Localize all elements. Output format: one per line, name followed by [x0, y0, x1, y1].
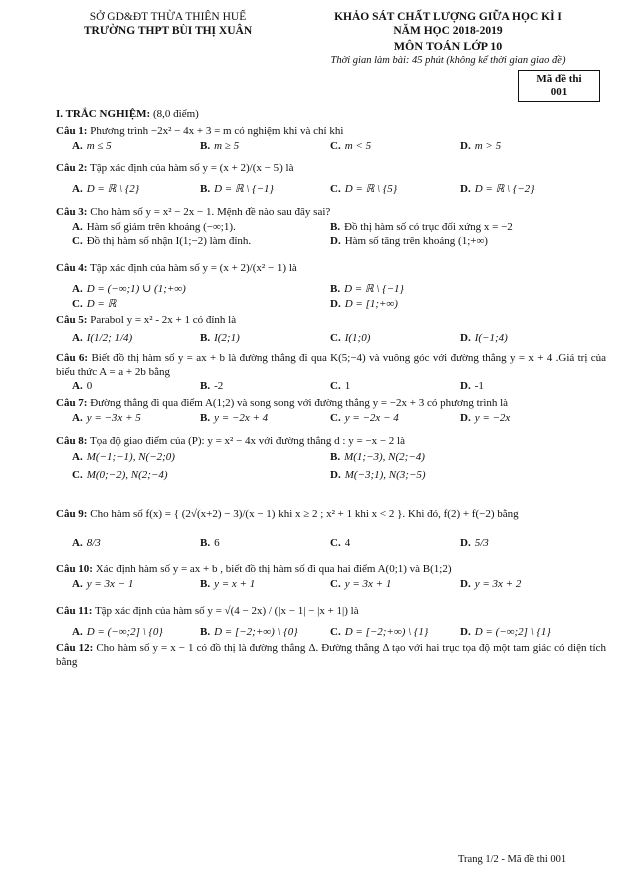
school-year: NĂM HỌC 2018-2019 [393, 25, 503, 38]
question-3 [56, 206, 606, 249]
option-b: B. 6 [200, 536, 220, 549]
option-d: D. Hàm số tăng trên khoảng (1;+∞) [330, 235, 488, 248]
option-b: B. M(1;−3), N(2;−4) [330, 451, 425, 464]
question-label: Câu 3: [56, 205, 88, 218]
question-label: Câu 5: [56, 314, 88, 327]
question-stem: Phương trình −2x² − 4x + 3 = m có nghiệm khi và chỉ khi [90, 124, 344, 137]
section-heading [56, 108, 606, 122]
question-label: Câu 4: [56, 262, 88, 274]
option-a: A. I(1/2; 1/4) [72, 332, 133, 344]
section-points: (8,0 điểm) [152, 108, 199, 120]
option-c: C. D = [−2;+∞) \ {1} [330, 625, 429, 638]
option-b: B. y = x + 1 [200, 578, 256, 590]
question-11 [56, 601, 606, 640]
question-stem: Biết đồ thị hàm số y = ax + b là đường thẳng đi qua K(5;−4) và vuông góc với đường thẳng y = x + 4 .Giá trị của biểu thức A = a + 2b bằng [56, 351, 607, 378]
question-label: Câu 10: [56, 563, 93, 576]
question-stem: Đường thẳng đi qua điểm A(1;2) và song song với đường thẳng y = −2x + 3 có phương trình là [90, 397, 509, 409]
option-b: B. -2 [200, 380, 224, 393]
option-c: C. 1 [330, 380, 351, 393]
question-2 [56, 162, 606, 197]
option-c: C. D = ℝ [72, 297, 117, 310]
option-c: C. y = 3x + 1 [330, 578, 392, 590]
option-d: D. D = (−∞;2] \ {1} [460, 625, 551, 638]
exam-code-box [518, 70, 600, 102]
option-a: A. 8/3 [72, 536, 101, 549]
option-a: A. Hàm số giảm trên khoảng (−∞;1). [72, 220, 236, 233]
question-label: Câu 2: [56, 162, 88, 175]
question-12 [56, 642, 606, 670]
question-label: Câu 9: [56, 507, 88, 520]
option-b: B. I(2;1) [200, 332, 240, 344]
option-c: C. I(1;0) [330, 332, 371, 344]
question-1 [56, 125, 606, 154]
option-c: C. D = ℝ \ {5} [330, 183, 398, 195]
question-label: Câu 8: [56, 434, 88, 447]
question-stem: Cho hàm số f(x) = { (2√(x+2) − 3)/(x − 1) khi x ≥ 2 ; x² + 1 khi x < 2 }. Khi đó, f(2) + f(−2) bằng [90, 507, 519, 520]
option-c: C. 4 [330, 536, 351, 549]
option-d: D. y = 3x + 2 [460, 578, 522, 590]
question-7 [56, 397, 606, 426]
option-b: B. y = −2x + 4 [200, 411, 269, 424]
option-a: A. 0 [72, 380, 93, 393]
option-d: D. 5/3 [460, 536, 489, 549]
option-a: A. y = 3x − 1 [72, 578, 134, 590]
option-b: B. Đồ thị hàm số có trục đối xứng x = −2 [330, 220, 513, 233]
option-b: B. D = ℝ \ {−1} [330, 282, 404, 295]
exam-code-label: Mã đề thi [536, 73, 582, 85]
option-d: D. m > 5 [460, 139, 502, 152]
question-5 [56, 314, 606, 349]
option-a: A. m ≤ 5 [72, 139, 112, 152]
exam-content [56, 108, 606, 670]
question-stem: Parabol y = x² - 2x + 1 có đỉnh là [90, 314, 237, 327]
question-stem: Tập xác định của hàm số y = √(4 − 2x) / (|x − 1| − |x + 1|) là [94, 604, 359, 617]
option-c: C. Đồ thị hàm số nhận I(1;−2) làm đỉnh. [72, 235, 252, 248]
question-stem: Tập xác định của hàm số y = (x + 2)/(x² − 1) là [90, 262, 297, 274]
question-8 [56, 435, 606, 483]
question-stem: Cho hàm số y = x − 1 có đồ thị là đường thẳng Δ. Đường thẳng Δ tạo với hai trục tọa độ một tam giác có diện tích bằng [56, 642, 606, 668]
option-b: B. D = [−2;+∞) \ {0} [200, 625, 298, 638]
option-d: D. M(−3;1), N(3;−5) [330, 469, 426, 481]
question-4 [56, 262, 606, 311]
question-label: Câu 7: [56, 397, 88, 409]
option-c: C. M(0;−2), N(2;−4) [72, 469, 168, 481]
option-a: A. D = (−∞;1) ∪ (1;+∞) [72, 282, 186, 295]
option-b: B. m ≥ 5 [200, 139, 240, 152]
option-d: D. y = −2x [460, 411, 511, 424]
option-b: B. D = ℝ \ {−1} [200, 183, 274, 195]
header-left [48, 10, 288, 39]
school-name: TRƯỜNG THPT BÙI THỊ XUÂN [83, 25, 253, 38]
question-stem: Cho hàm số y = x² − 2x − 1. Mệnh đề nào sau đây sai? [90, 205, 331, 218]
department-name: SỞ GD&ĐT THỪA THIÊN HUẾ [89, 11, 247, 23]
time-note: Thời gian làm bài: 45 phút (không kể thời gian giao đề) [330, 54, 566, 66]
question-9 [56, 502, 606, 555]
option-d: D. I(−1;4) [460, 332, 508, 344]
question-stem: Tọa độ giao điểm của (P): y = x² − 4x với đường thẳng d : y = −x − 2 là [90, 434, 405, 447]
subject-title: MÔN TOÁN LỚP 10 [393, 38, 503, 53]
question-10 [56, 563, 606, 592]
page-footer: Trang 1/2 - Mã đề thi 001 [458, 854, 567, 865]
question-label: Câu 1: [56, 124, 88, 137]
question-stem: Tập xác định của hàm số y = (x + 2)/(x − 5) là [90, 162, 294, 175]
question-stem: Xác định hàm số y = ax + b , biết đồ thị hàm số đi qua hai điểm A(0;1) và B(1;2) [95, 563, 452, 576]
option-a: A. M(−1;−1), N(−2;0) [72, 451, 175, 464]
exam-title: KHẢO SÁT CHẤT LƯỢNG GIỮA HỌC KÌ I [334, 11, 562, 23]
option-d: D. D = [1;+∞) [330, 297, 398, 310]
question-label: Câu 6: [56, 351, 89, 364]
section-title: I. TRẮC NGHIỆM: [56, 108, 151, 120]
question-6 [56, 352, 606, 394]
question-label: Câu 11: [56, 604, 93, 617]
option-c: C. m < 5 [330, 139, 372, 152]
exam-code-value: 001 [550, 86, 568, 99]
option-d: D. D = ℝ \ {−2} [460, 183, 535, 195]
question-label: Câu 12: [56, 642, 94, 655]
option-a: A. y = −3x + 5 [72, 411, 141, 424]
option-d: D. -1 [460, 380, 484, 393]
option-a: A. D = (−∞;2] \ {0} [72, 625, 163, 638]
option-a: A. D = ℝ \ {2} [72, 183, 140, 195]
header-right [298, 10, 598, 67]
option-c: C. y = −2x − 4 [330, 411, 399, 424]
